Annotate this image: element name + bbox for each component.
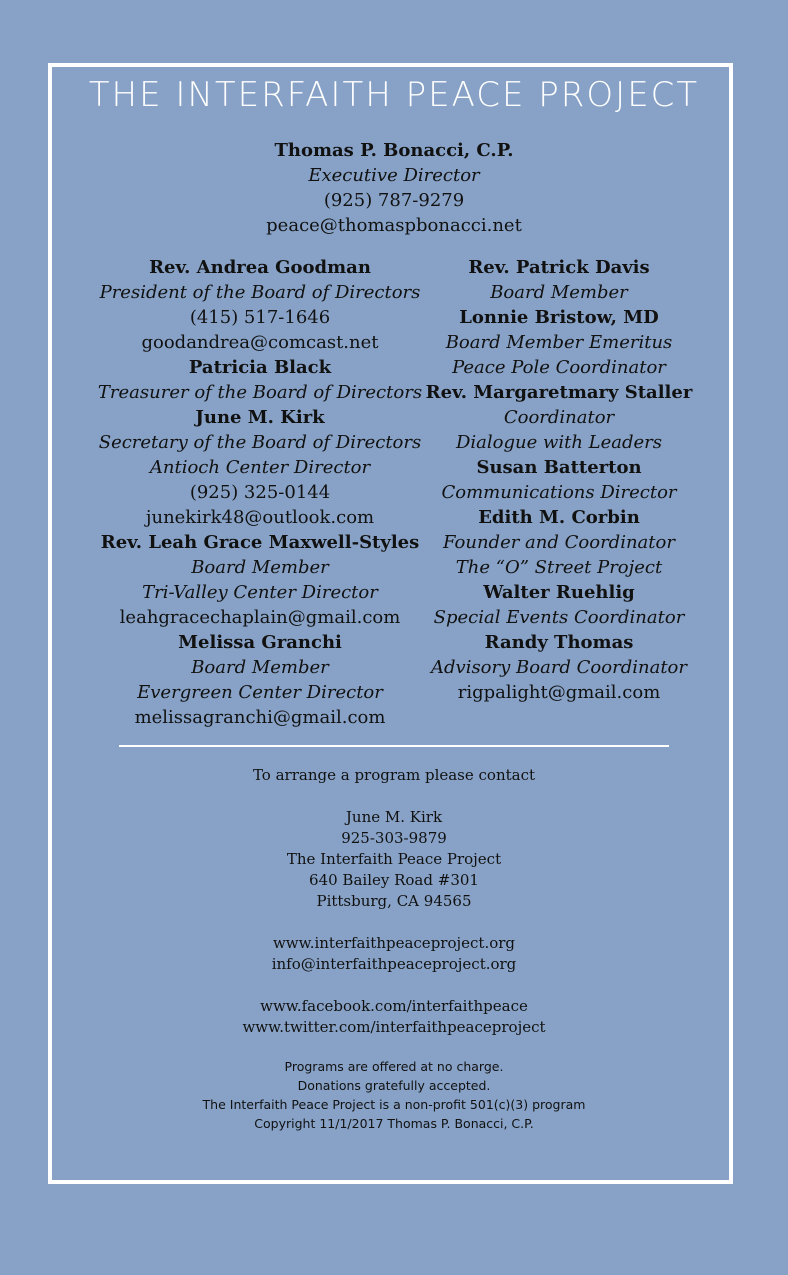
board-name-line: Susan Batterton [476,457,642,478]
contact-phone: 925-303-9879 [341,829,447,847]
footer-line-copyright: Copyright 11/1/2017 Thomas P. Bonacci, C.P. [254,1116,534,1131]
contact-city: Pittsburg, CA 94565 [316,892,472,910]
contact-intro: To arrange a program please contact [252,766,536,784]
board-name-line: Patricia Black [188,357,332,378]
executive-director-block [0,138,788,238]
board-role-line: Coordinator [503,407,615,428]
contact-email[interactable]: info@interfaithpeaceproject.org [271,955,517,973]
board-name-line: Melissa Granchi [178,632,342,653]
executive-phone: (925) 787-9279 [323,190,465,211]
contact-block [0,765,788,1038]
board-role-line: Evergreen Center Director [137,682,383,703]
board-phone-line: (925) 325-0144 [189,482,331,503]
board-name-line: Lonnie Bristow, MD [459,307,659,328]
board-email-line[interactable]: leahgracechaplain@gmail.com [119,607,401,628]
board-left-column [44,255,476,730]
board-name-line: Rev. Leah Grace Maxwell-Styles [100,532,420,553]
board-role-line: The “O” Street Project [455,557,663,578]
board-name-line: Rev. Andrea Goodman [149,257,371,278]
twitter-link[interactable]: www.twitter.com/interfaithpeaceproject [242,1018,546,1036]
facebook-link[interactable]: www.facebook.com/interfaithpeace [260,997,528,1015]
board-name-line: Walter Ruehlig [483,582,635,603]
board-email-line[interactable]: melissagranchi@gmail.com [134,707,386,728]
board-role-line: Tri-Valley Center Director [142,582,378,603]
contact-org: The Interfaith Peace Project [286,850,502,868]
contact-website[interactable]: www.interfaithpeaceproject.org [272,934,516,952]
board-role-line: Communications Director [441,482,677,503]
board-role-line: Founder and Coordinator [443,532,675,553]
page-title: THE INTERFAITH PEACE PROJECT [88,75,700,115]
section-divider [119,745,669,747]
board-role-line: Board Member [191,657,329,678]
board-role-line: President of the Board of Directors [99,282,421,303]
footer-line-nonprofit: The Interfaith Peace Project is a non-profit 501(c)(3) program [202,1097,586,1112]
footer-notes [0,1057,788,1133]
board-right-column [416,255,702,705]
contact-street: 640 Bailey Road #301 [309,871,479,889]
board-role-line: Board Member Emeritus [445,332,673,353]
executive-name: Thomas P. Bonacci, C.P. [274,140,514,161]
board-name-line: Randy Thomas [484,632,634,653]
board-phone-line: (415) 517-1646 [189,307,331,328]
board-role-line: Board Member [490,282,628,303]
footer-line-donations: Donations gratefully accepted. [297,1078,491,1093]
board-email-line[interactable]: rigpalight@gmail.com [457,682,661,703]
board-email-line[interactable]: junekirk48@outlook.com [145,507,375,528]
board-name-line: June M. Kirk [195,407,325,428]
board-role-line: Advisory Board Coordinator [431,657,687,678]
executive-email[interactable]: peace@thomaspbonacci.net [266,215,522,236]
executive-role: Executive Director [308,165,480,186]
board-role-line: Board Member [191,557,329,578]
board-role-line: Special Events Coordinator [433,607,685,628]
board-role-line: Peace Pole Coordinator [452,357,666,378]
board-name-line: Rev. Patrick Davis [468,257,650,278]
board-role-line: Dialogue with Leaders [455,432,663,453]
board-role-line: Secretary of the Board of Directors [98,432,422,453]
board-role-line: Antioch Center Director [149,457,371,478]
board-name-line: Edith M. Corbin [478,507,640,528]
board-email-line[interactable]: goodandrea@comcast.net [141,332,379,353]
board-role-line: Treasurer of the Board of Directors [97,382,423,403]
footer-line-no-charge: Programs are offered at no charge. [284,1059,504,1074]
contact-name: June M. Kirk [345,808,443,826]
board-name-line: Rev. Margaretmary Staller [425,382,693,403]
